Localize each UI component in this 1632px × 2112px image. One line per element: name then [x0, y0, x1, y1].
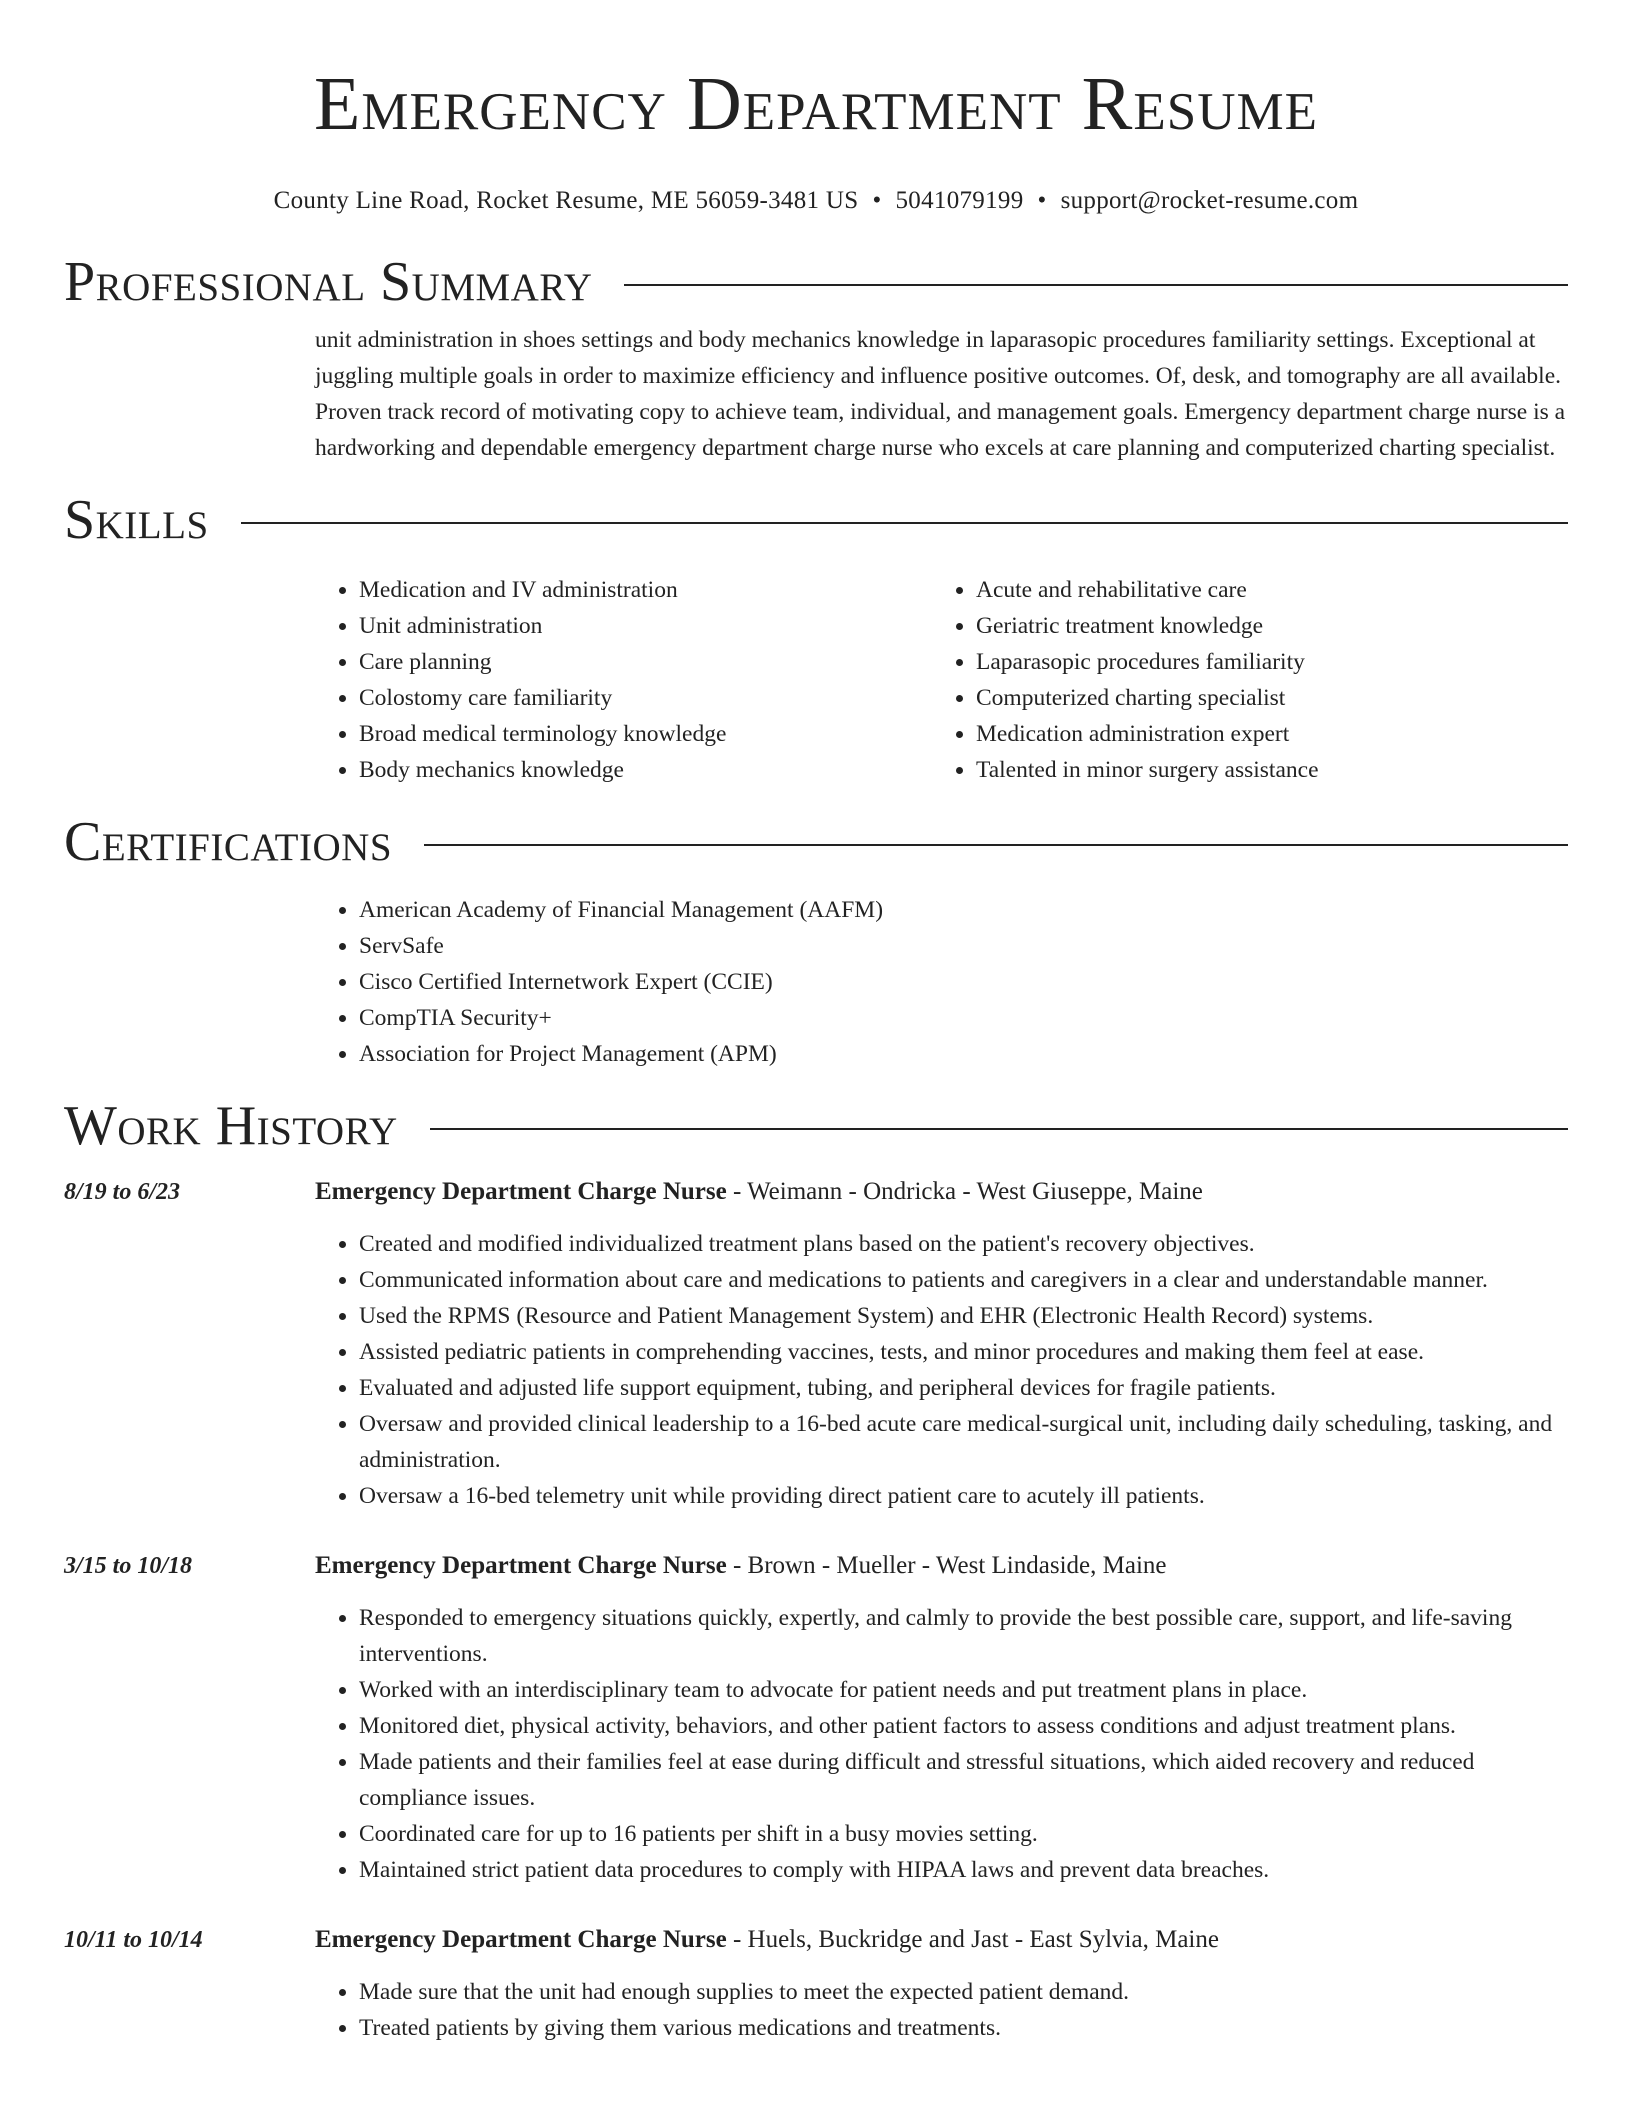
- skill-item: • Acute and rehabilitative care: [976, 572, 1568, 608]
- summary-text: unit administration in shoes settings and body mechanics knowledge in laparasopic procedures familiarity settings. Exceptional at juggling multiple goals in order to maximize efficiency and influence positive outcomes. Of, desk, and tomography are all available. Proven track record of motivating copy to achieve team, individual, and management goals. Emergency department charge nurse is a hardworking and dependable emergency department charge nurse who excels at care planning and computerized charting specialist.: [315, 327, 1566, 461]
- contact-email[interactable]: support@rocket-resume.com: [1060, 187, 1359, 214]
- certification-item: • ServSafe: [359, 928, 1568, 964]
- job-employer: - Brown - Mueller - West Lindaside, Maine: [726, 1552, 1167, 1579]
- job-title: Emergency Department Charge Nurse: [315, 1552, 727, 1579]
- certifications-list: [315, 892, 1568, 1072]
- job-entry: [64, 1174, 1568, 1514]
- job-employer: - Huels, Buckridge and Jast - East Sylvia, Maine: [726, 1926, 1219, 1953]
- job-employer: - Weimann - Ondricka - West Giuseppe, Maine: [726, 1178, 1203, 1205]
- work-history-heading: Work History: [64, 1095, 398, 1157]
- summary-heading: Professional Summary: [64, 251, 593, 313]
- job-duty-item: • Treated patients by giving them various medications and treatments.: [359, 2010, 1568, 2046]
- skill-item: • Broad medical terminology knowledge: [359, 716, 932, 752]
- job-duty-item: • Oversaw a 16-bed telemetry unit while providing direct patient care to acutely ill patients.: [359, 1478, 1568, 1514]
- summary-section-header: [64, 252, 1568, 312]
- job-duty-item: • Communicated information about care and medications to patients and caregivers in a clear and understandable manner.: [359, 1262, 1568, 1298]
- job-duty-item: • Worked with an interdisciplinary team to advocate for patient needs and put treatment plans in place.: [359, 1672, 1568, 1708]
- skills-heading: Skills: [64, 489, 209, 551]
- job-duty-item: • Coordinated care for up to 16 patients per shift in a busy movies setting.: [359, 1816, 1568, 1852]
- skill-item: • Colostomy care familiarity: [359, 680, 932, 716]
- job-entry: [64, 1548, 1568, 1888]
- job-title-line: [315, 1922, 1568, 1958]
- skill-item: • Laparasopic procedures familiarity: [976, 644, 1568, 680]
- job-duty-item: • Used the RPMS (Resource and Patient Management System) and EHR (Electronic Health Record) systems.: [359, 1298, 1568, 1334]
- job-details: [315, 1922, 1568, 2046]
- job-duty-item: • Oversaw and provided clinical leadership to a 16-bed acute care medical-surgical unit, including daily scheduling, tasking, and administration.: [359, 1406, 1568, 1478]
- job-duty-item: • Responded to emergency situations quickly, expertly, and calmly to provide the best possible care, support, and life-saving interventions.: [359, 1600, 1568, 1672]
- job-details: [315, 1548, 1568, 1888]
- certification-item: • Cisco Certified Internetwork Expert (CCIE): [359, 964, 1568, 1000]
- job-title: Emergency Department Charge Nurse: [315, 1926, 727, 1953]
- job-duty-item: • Monitored diet, physical activity, behaviors, and other patient factors to assess conditions and adjust treatment plans.: [359, 1708, 1568, 1744]
- resume-title: Emergency Department Resume: [314, 62, 1318, 146]
- job-dates: 8/19 to 6/23: [64, 1179, 181, 1205]
- skills-column-left: [315, 572, 932, 788]
- skill-item: • Unit administration: [359, 608, 932, 644]
- section-divider: [430, 1128, 1568, 1130]
- job-title-line: [315, 1548, 1568, 1584]
- skills-list: [315, 572, 1568, 788]
- job-title-line: [315, 1174, 1568, 1210]
- skill-item: • Geriatric treatment knowledge: [976, 608, 1568, 644]
- job-duties: [315, 1600, 1568, 1888]
- job-dates: 10/11 to 10/14: [64, 1927, 203, 1953]
- job-duty-item: • Maintained strict patient data procedures to comply with HIPAA laws and prevent data breaches.: [359, 1852, 1568, 1888]
- job-duty-item: • Made sure that the unit had enough supplies to meet the expected patient demand.: [359, 1974, 1568, 2010]
- section-divider: [241, 522, 1568, 524]
- job-duties: [315, 1974, 1568, 2046]
- skill-item: • Medication administration expert: [976, 716, 1568, 752]
- job-duty-item: • Made patients and their families feel at ease during difficult and stressful situations, which aided recovery and reduced compliance issues.: [359, 1744, 1568, 1816]
- skill-item: • Care planning: [359, 644, 932, 680]
- job-dates: 3/15 to 10/18: [64, 1553, 193, 1579]
- skill-item: • Body mechanics knowledge: [359, 752, 932, 788]
- job-duty-item: • Assisted pediatric patients in comprehending vaccines, tests, and minor procedures and making them feel at ease.: [359, 1334, 1568, 1370]
- job-details: [315, 1174, 1568, 1514]
- section-divider: [424, 844, 1568, 846]
- job-duties: [315, 1226, 1568, 1514]
- contact-line: [64, 186, 1568, 216]
- contact-separator: •: [872, 187, 882, 214]
- certifications-section-header: [64, 812, 1568, 872]
- contact-separator: •: [1037, 187, 1047, 214]
- contact-address: County Line Road, Rocket Resume, ME 56059-3481 US: [273, 187, 859, 214]
- section-divider: [624, 284, 1568, 286]
- certification-item: • Association for Project Management (APM): [359, 1036, 1568, 1072]
- contact-phone: 5041079199: [895, 187, 1024, 214]
- job-duty-item: • Created and modified individualized treatment plans based on the patient's recovery objectives.: [359, 1226, 1568, 1262]
- certifications-heading: Certifications: [64, 811, 393, 873]
- skill-item: • Talented in minor surgery assistance: [976, 752, 1568, 788]
- skill-item: • Computerized charting specialist: [976, 680, 1568, 716]
- job-duty-item: • Evaluated and adjusted life support equipment, tubing, and peripheral devices for fragile patients.: [359, 1370, 1568, 1406]
- certification-item: • CompTIA Security+: [359, 1000, 1568, 1036]
- skills-section-header: [64, 490, 1568, 550]
- skill-item: • Medication and IV administration: [359, 572, 932, 608]
- certification-item: • American Academy of Financial Management (AAFM): [359, 892, 1568, 928]
- skills-column-right: [932, 572, 1568, 788]
- job-entry: [64, 1922, 1568, 2046]
- work-history-section-header: [64, 1096, 1568, 1156]
- summary-section: [315, 322, 1568, 466]
- job-title: Emergency Department Charge Nurse: [315, 1178, 727, 1205]
